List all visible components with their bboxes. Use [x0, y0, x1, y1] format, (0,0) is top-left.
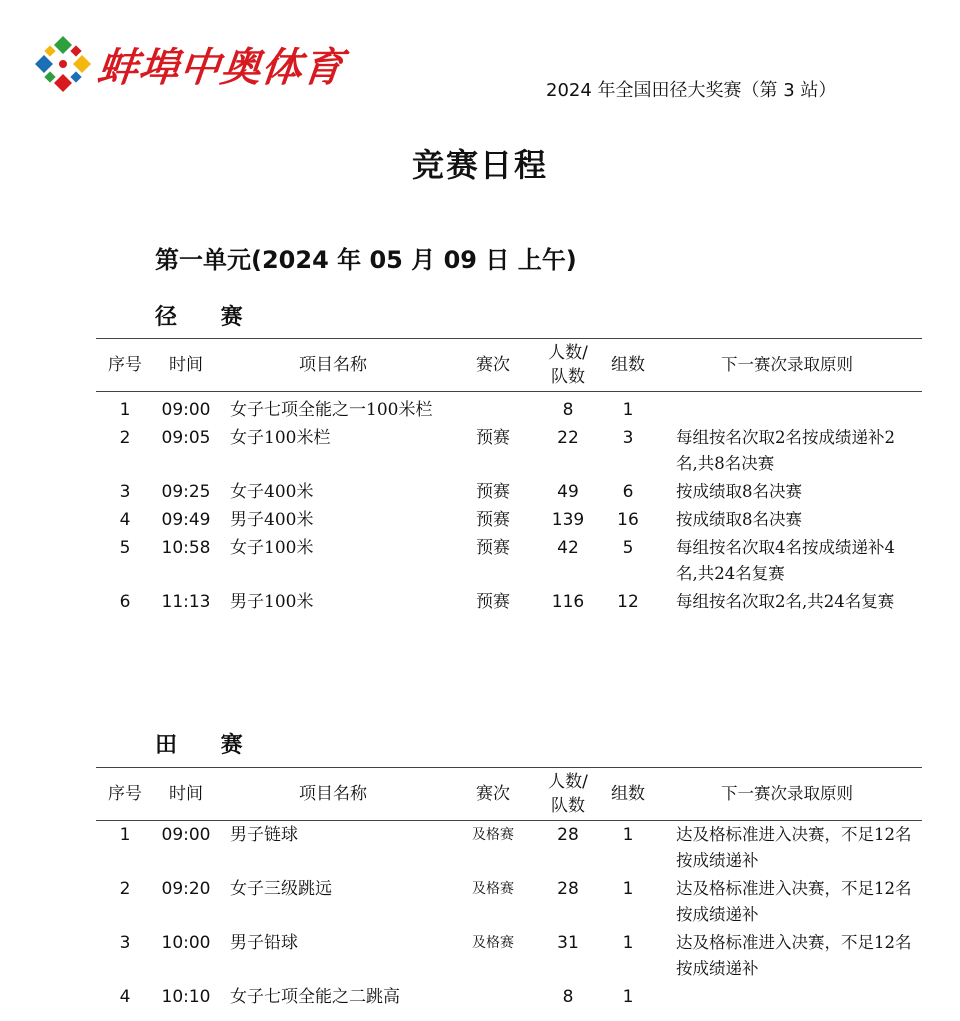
table-row: [96, 588, 922, 616]
cell-round: [448, 392, 538, 425]
table-row: [96, 929, 922, 983]
cell-round: 预赛: [476, 538, 510, 558]
table-row: [96, 821, 922, 876]
cell-no: 3: [119, 933, 131, 953]
cell-round: 预赛: [476, 428, 510, 448]
cell-event-name: 男子链球: [230, 825, 298, 845]
cell-round: [448, 983, 538, 1011]
cell-round: 及格赛: [472, 881, 514, 897]
cell-time: 10:00: [161, 933, 211, 953]
column-header-round: 赛次: [448, 768, 538, 821]
cell-no: 6: [119, 592, 131, 612]
column-header-rule: 下一赛次录取原则: [658, 339, 922, 392]
cell-rule: 达及格标准进入决赛，不足12名按成绩递补: [676, 933, 912, 978]
cell-rule: 每组按名次取4名按成绩递补4名,共24名复赛: [676, 538, 895, 583]
brand-logo: [32, 32, 347, 96]
cell-count: 116: [551, 592, 585, 612]
cell-time: 09:00: [161, 400, 211, 420]
column-header-count: [538, 768, 598, 821]
count-header-line2: 队数: [551, 367, 585, 387]
cell-rule: [658, 392, 922, 425]
column-header-count: [538, 339, 598, 392]
cell-count: 139: [551, 510, 585, 530]
cell-time: 09:00: [161, 825, 211, 845]
cell-event-name: 女子100米: [230, 538, 314, 558]
cell-round: 及格赛: [472, 827, 514, 843]
cell-count: 31: [557, 933, 579, 953]
cell-time: 10:58: [161, 538, 211, 558]
cell-groups: 1: [622, 933, 634, 953]
column-header-time: 时间: [154, 339, 218, 392]
cell-event-name: 女子三级跳远: [230, 879, 332, 899]
table-row: [96, 506, 922, 534]
table-row: [96, 478, 922, 506]
cell-no: 4: [119, 987, 131, 1007]
table-header-row: [96, 768, 922, 821]
field-section-title: 田 赛: [155, 733, 261, 758]
table-row: [96, 424, 922, 478]
column-header-rule: 下一赛次录取原则: [658, 768, 922, 821]
logo-emblem-icon: [32, 33, 94, 95]
cell-time: 09:25: [161, 482, 211, 502]
cell-groups: 1: [622, 879, 634, 899]
cell-time: 09:05: [161, 428, 211, 448]
count-header-line1: 人数/: [548, 772, 588, 792]
cell-no: 2: [119, 428, 131, 448]
cell-event-name: 男子铅球: [230, 933, 298, 953]
cell-time: 09:49: [161, 510, 211, 530]
count-header-line1: 人数/: [548, 343, 588, 363]
cell-count: 22: [557, 428, 579, 448]
track-section-title: 径 赛: [155, 305, 261, 330]
cell-groups: 3: [622, 428, 634, 448]
cell-no: 2: [119, 879, 131, 899]
column-header-no: 序号: [96, 768, 154, 821]
cell-no: 4: [119, 510, 131, 530]
field-schedule-table: [96, 767, 922, 1011]
cell-time: 10:10: [161, 987, 211, 1007]
cell-no: 1: [119, 825, 131, 845]
page-title: 竞赛日程: [411, 146, 548, 184]
cell-round: 及格赛: [472, 935, 514, 951]
cell-groups: 6: [622, 482, 634, 502]
cell-rule: 达及格标准进入决赛，不足12名按成绩递补: [676, 825, 912, 870]
event-name: 2024 年全国田径大奖赛（第 3 站）: [546, 80, 837, 101]
column-header-name: 项目名称: [218, 768, 448, 821]
cell-count: 28: [557, 879, 579, 899]
cell-rule: 按成绩取8名决赛: [676, 482, 802, 501]
cell-round: 预赛: [476, 592, 510, 612]
column-header-groups: 组数: [598, 768, 658, 821]
cell-event-name: 女子七项全能之一100米栏: [230, 400, 433, 420]
cell-event-name: 男子400米: [230, 510, 314, 530]
cell-groups: 1: [622, 825, 634, 845]
cell-rule: 每组按名次取2名按成绩递补2名,共8名决赛: [676, 428, 895, 473]
cell-event-name: 男子100米: [230, 592, 314, 612]
cell-count: 42: [557, 538, 579, 558]
table-row: [96, 392, 922, 425]
cell-count: 28: [557, 825, 579, 845]
cell-time: 11:13: [161, 592, 211, 612]
column-header-name: 项目名称: [218, 339, 448, 392]
table-row: [96, 534, 922, 588]
cell-groups: 12: [617, 592, 639, 612]
cell-event-name: 女子100米栏: [230, 428, 331, 448]
table-header-row: [96, 339, 922, 392]
cell-no: 3: [119, 482, 131, 502]
table-row: [96, 875, 922, 929]
column-header-time: 时间: [154, 768, 218, 821]
cell-round: 预赛: [476, 482, 510, 502]
cell-time: 09:20: [161, 879, 211, 899]
cell-count: 8: [562, 987, 574, 1007]
cell-rule: [658, 983, 922, 1011]
track-schedule-table: [96, 338, 922, 616]
column-header-groups: 组数: [598, 339, 658, 392]
count-header-line2: 队数: [551, 796, 585, 816]
cell-round: 预赛: [476, 510, 510, 530]
cell-no: 5: [119, 538, 131, 558]
cell-no: 1: [119, 400, 131, 420]
cell-rule: 每组按名次取2名,共24名复赛: [676, 592, 895, 611]
cell-count: 49: [557, 482, 579, 502]
cell-event-name: 女子400米: [230, 482, 314, 502]
cell-groups: 1: [622, 400, 634, 420]
cell-groups: 1: [622, 987, 634, 1007]
cell-groups: 16: [617, 510, 639, 530]
cell-groups: 5: [622, 538, 634, 558]
cell-rule: 按成绩取8名决赛: [676, 510, 802, 529]
column-header-round: 赛次: [448, 339, 538, 392]
cell-event-name: 女子七项全能之二跳高: [230, 987, 400, 1007]
logo-text: 蚌埠中奥体育: [95, 43, 347, 91]
cell-count: 8: [562, 400, 574, 420]
cell-rule: 达及格标准进入决赛，不足12名按成绩递补: [676, 879, 912, 924]
unit-title: 第一单元(2024 年 05 月 09 日 上午): [155, 246, 577, 274]
table-row: [96, 983, 922, 1011]
column-header-no: 序号: [96, 339, 154, 392]
